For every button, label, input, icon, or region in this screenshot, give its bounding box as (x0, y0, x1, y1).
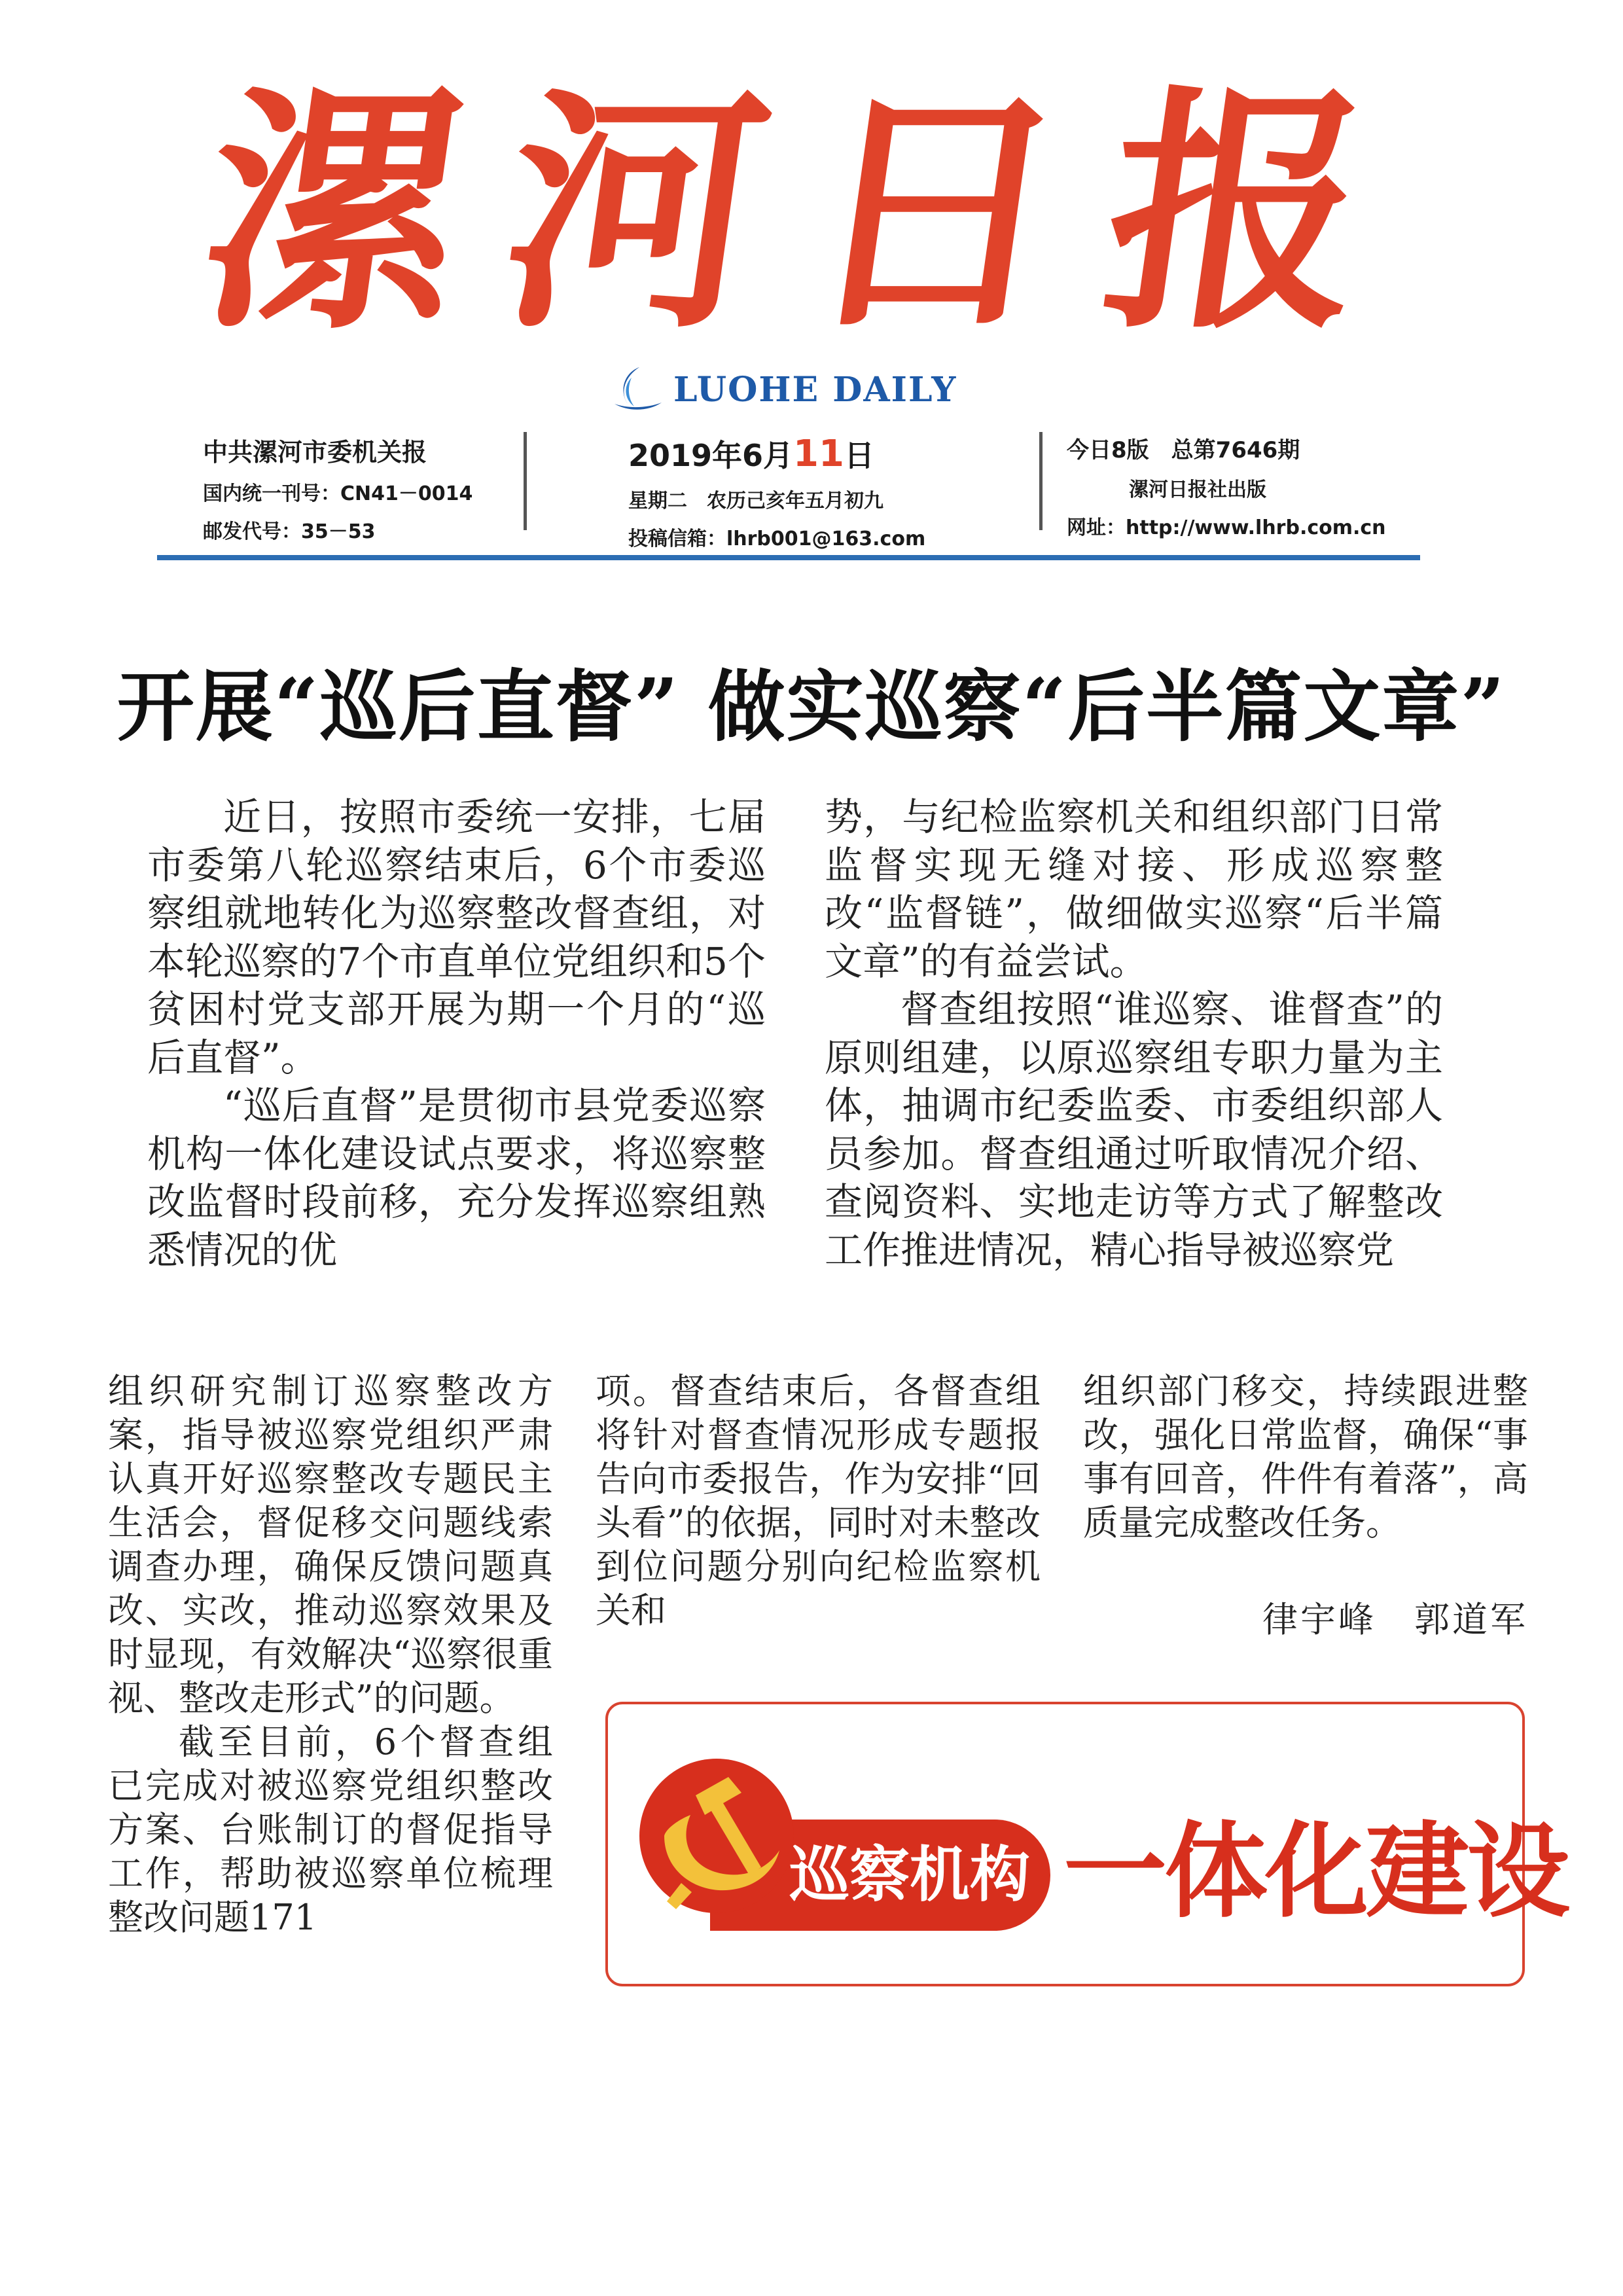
issue-date-day: 11 (793, 433, 844, 475)
masthead-english-name: LUOHE DAILY (673, 369, 957, 410)
article-column (596, 1369, 1041, 1632)
banner-main-text: 一体化建设 (1063, 1811, 1567, 1932)
submission-email: 投稿信箱：lhrb001@163.com (628, 528, 926, 550)
issue-date-prefix: 2019年6月 (628, 438, 794, 473)
issue-date-suffix: 日 (844, 438, 874, 473)
masthead-rule (157, 555, 1420, 560)
article-paragraph: 督查组按照“谁巡察、谁督查”的原则组建，以原巡察组专职力量为主体，抽调市纪委监委、市委组织部人员参加。督查组通过听取情况介绍、查阅资料、实地走访等方式了解整改工作推进情况，精心指导被巡察党 (825, 987, 1443, 1272)
masthead-char: 报 (1088, 63, 1386, 363)
publisher-name: 中共漯河市委机关报 (203, 438, 427, 467)
article-paragraph: “巡后直督”是贯彻市县党委巡察机构一体化建设试点要求，将巡察整改监督时段前移，充分发挥巡察组熟悉情况的优 (147, 1083, 766, 1272)
article-column (108, 1369, 553, 1939)
newspaper-logo-icon (605, 363, 664, 416)
article-paragraph: 组织研究制订巡察整改方案，指导被巡察党组织严肃认真开好巡察整改专题民主生活会，督促移交问题线索调查办理，确保反馈问题真改、实改，推动巡察效果及时显现，有效解决“巡察很重视、整改走形式”的问题。 (108, 1371, 553, 1719)
article-column (825, 793, 1443, 1274)
issue-date (628, 432, 995, 475)
website-url: 网址：http://www.lhrb.com.cn (1067, 516, 1386, 539)
masthead-english-line (605, 363, 998, 416)
info-divider (524, 432, 527, 530)
article-paragraph: 势，与纪检监察机关和组织部门日常监督实现无缝对接、形成巡察整改“监督链”，做细做实巡察“后半篇文章”的有益尝试。 (825, 795, 1443, 984)
masthead-title (185, 59, 1386, 367)
article-paragraph: 近日，按照市委统一安排，七届市委第八轮巡察结束后，6个市委巡察组就地转化为巡察整改督查组，对本轮巡察的7个市直单位党组织和5个贫困村党支部开展为期一个月的“巡后直督”。 (147, 795, 766, 1080)
article-paragraph: 组织部门移交，持续跟进整改，强化日常监督，确保“事事有回音，件件有着落”，高质量完成整改任务。 (1083, 1371, 1528, 1543)
press-name: 漯河日报社出版 (1129, 478, 1266, 501)
hammer-sickle-icon (618, 1738, 815, 1934)
weekday-lunar-date: 星期二 农历己亥年五月初九 (628, 490, 883, 512)
masthead-info-center (628, 432, 995, 551)
postal-code: 邮发代号：35－53 (203, 520, 376, 543)
article-column (147, 793, 766, 1274)
issn-number: 国内统一刊号：CN41－0014 (203, 482, 473, 505)
masthead-char: 日 (787, 63, 1085, 363)
masthead-char: 河 (486, 63, 784, 363)
banner-pill-text: 巡察机构 (789, 1840, 1030, 1910)
masthead-info-left (203, 432, 504, 544)
article-byline: 律宇峰 郭道军 (1262, 1599, 1528, 1640)
article-paragraph: 截至目前，6个督查组已完成对被巡察党组织整改方案、台账制订的督促指导工作，帮助被巡察单位梳理整改问题171 (108, 1721, 553, 1938)
masthead-char: 漯 (185, 63, 483, 363)
info-divider (1039, 432, 1043, 530)
page-count-issue-number: 今日8版 总第7646期 (1067, 437, 1300, 463)
article-paragraph: 项。督查结束后，各督查组将针对督查情况形成专题报告向市委报告，作为安排“回头看”的依据，同时对未整改到位问题分别向纪检监察机关和 (596, 1371, 1041, 1631)
article-headline: 开展“巡后直督” 做实巡察“后半篇文章” (116, 661, 1507, 752)
article-column (1083, 1369, 1528, 1545)
masthead-info-right (1067, 432, 1433, 540)
